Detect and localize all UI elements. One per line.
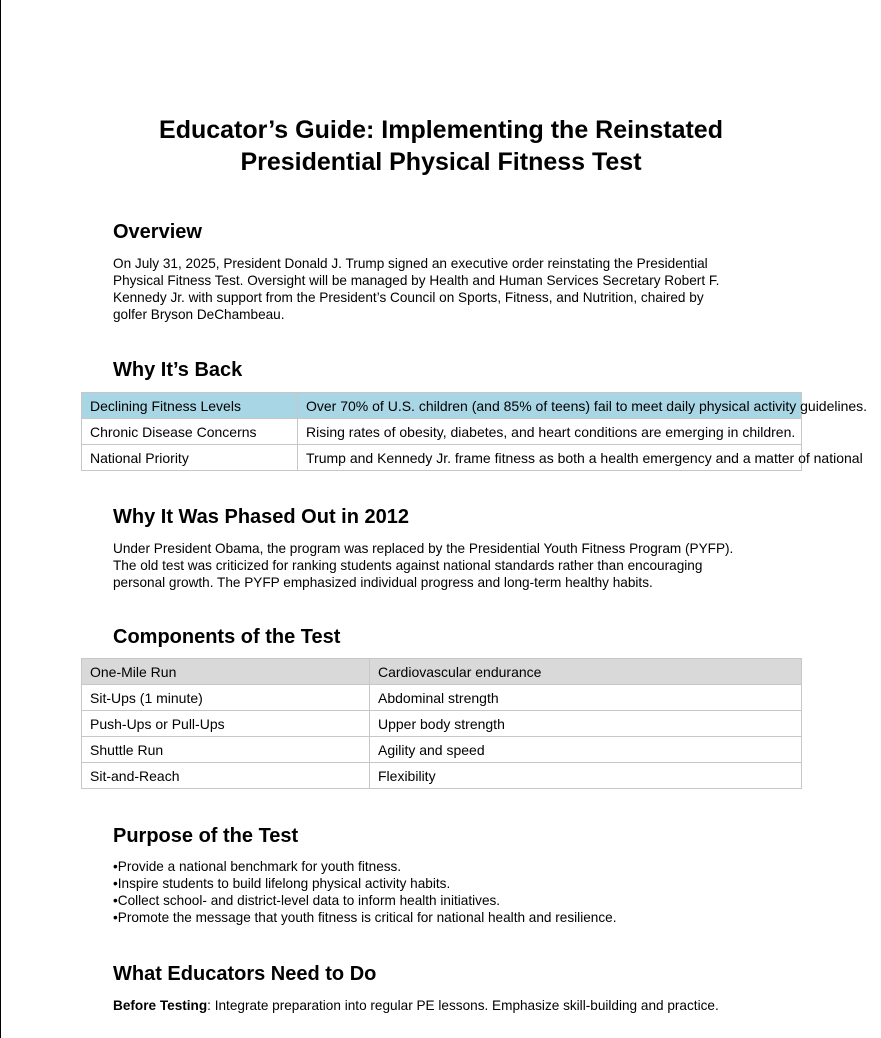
table-row <box>82 393 802 419</box>
purpose-heading: Purpose of the Test <box>113 825 299 847</box>
reason-cell: Chronic Disease Concerns <box>82 419 298 445</box>
test-cell: Sit-and-Reach <box>82 763 370 789</box>
table-row <box>82 711 802 737</box>
components-table <box>81 658 802 789</box>
test-cell: Sit-Ups (1 minute) <box>82 685 370 711</box>
table-row <box>82 685 802 711</box>
phased-out-line: The old test was criticized for ranking students against national standards rather than encouraging <box>113 558 703 573</box>
measure-cell: Abdominal strength <box>370 685 802 711</box>
overview-line: golfer Bryson DeChambeau. <box>113 307 285 322</box>
reason-cell: National Priority <box>82 445 298 471</box>
list-item: • Inspire students to build lifelong physical activity habits. <box>113 875 616 892</box>
table-row <box>82 737 802 763</box>
test-cell: Shuttle Run <box>82 737 370 763</box>
phased-out-paragraph <box>113 540 793 591</box>
table-row <box>82 419 802 445</box>
list-item: • Promote the message that youth fitness is critical for national health and resilience. <box>113 909 616 926</box>
phased-out-line: personal growth. The PYFP emphasized individual progress and long-term healthy habits. <box>113 575 653 590</box>
reason-cell: Declining Fitness Levels <box>82 393 298 419</box>
overview-line: On July 31, 2025, President Donald J. Trump signed an executive order reinstating the Presidential <box>113 256 708 271</box>
before-testing-label: Before Testing <box>113 998 208 1013</box>
measure-cell: Agility and speed <box>370 737 802 763</box>
table-row <box>82 763 802 789</box>
table-row <box>82 445 802 471</box>
document-title <box>82 114 800 178</box>
reason-detail-cell: Over 70% of U.S. children (and 85% of teens) fail to meet daily physical activity guidelines. <box>298 393 802 419</box>
phased-out-line: Under President Obama, the program was replaced by the Presidential Youth Fitness Program (PYFP). <box>113 541 734 556</box>
measure-cell: Upper body strength <box>370 711 802 737</box>
measure-cell: Flexibility <box>370 763 802 789</box>
document-title-line-2: Presidential Physical Fitness Test <box>240 148 642 176</box>
reason-detail-cell: Rising rates of obesity, diabetes, and heart conditions are emerging in children. <box>298 419 802 445</box>
overview-line: Kennedy Jr. with support from the President’s Council on Sports, Fitness, and Nutrition, chaired by <box>113 290 704 305</box>
before-testing-text: : Integrate preparation into regular PE lessons. Emphasize skill-building and practice. <box>207 998 719 1013</box>
page-edge-rule <box>0 0 1 1038</box>
purpose-list <box>113 858 616 926</box>
list-item: • Provide a national benchmark for youth fitness. <box>113 858 616 875</box>
components-heading: Components of the Test <box>113 626 341 648</box>
document-title-line-1: Educator’s Guide: Implementing the Reinstated <box>159 116 723 144</box>
list-item: • Collect school- and district-level data to inform health initiatives. <box>113 892 616 909</box>
reason-detail-cell: Trump and Kennedy Jr. frame fitness as both a health emergency and a matter of national <box>298 445 802 471</box>
overview-heading: Overview <box>113 221 202 243</box>
why-back-table <box>81 392 868 471</box>
educators-heading: What Educators Need to Do <box>113 963 377 985</box>
why-back-heading: Why It’s Back <box>113 359 243 381</box>
before-testing-paragraph <box>113 997 719 1014</box>
overview-paragraph <box>113 255 793 323</box>
test-cell: One-Mile Run <box>82 659 370 685</box>
overview-line: Physical Fitness Test. Oversight will be managed by Health and Human Services Secretary Robert F. <box>113 273 720 288</box>
phased-out-heading: Why It Was Phased Out in 2012 <box>113 506 409 528</box>
measure-cell: Cardiovascular endurance <box>370 659 802 685</box>
table-row <box>82 659 802 685</box>
test-cell: Push-Ups or Pull-Ups <box>82 711 370 737</box>
